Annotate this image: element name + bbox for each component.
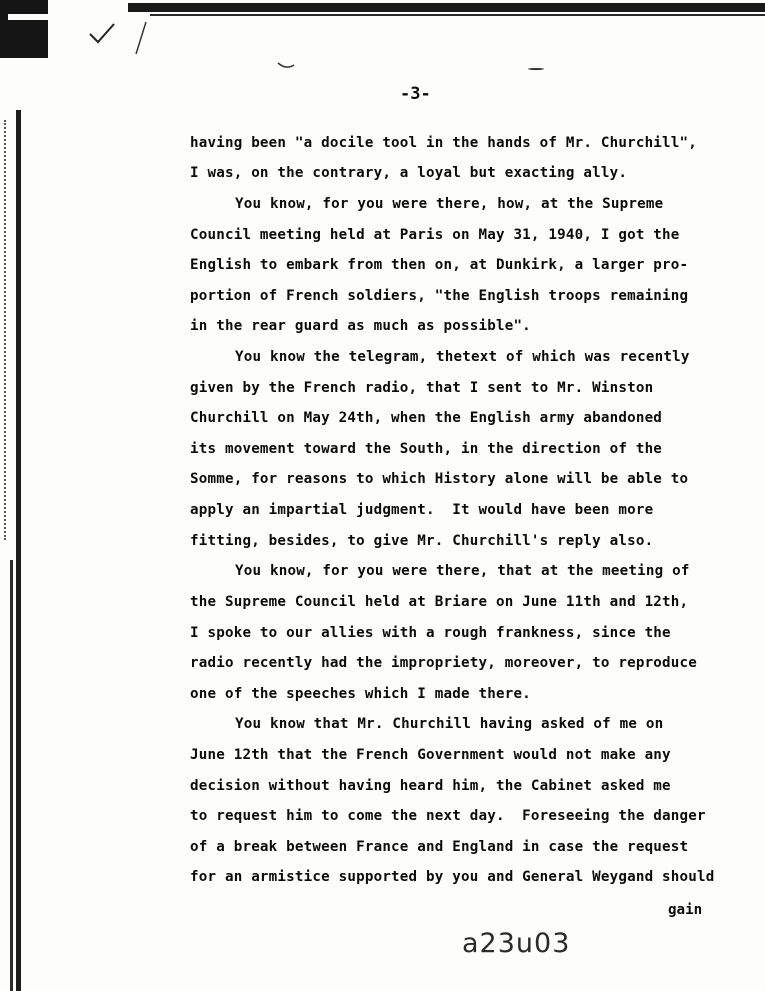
scan-top-edge [128, 3, 765, 12]
catchword: gain [668, 902, 703, 918]
pen-mark-icon [276, 60, 296, 70]
text-line: given by the French radio, that I sent to Mr. Winston [190, 380, 654, 396]
text-line: having been "a docile tool in the hands of Mr. Churchill", [190, 135, 698, 151]
text-line: I spoke to our allies with a rough frankness, since the [190, 625, 671, 641]
handwritten-note: a23u03 [462, 928, 571, 959]
scan-corner-mark [0, 0, 48, 58]
text-line: English to embark from then on, at Dunkirk, a larger pro- [190, 257, 689, 273]
text-line: radio recently had the impropriety, moreover, to reproduce [190, 655, 698, 671]
text-line: fitting, besides, to give Mr. Churchill's reply also. [190, 533, 654, 549]
text-line: portion of French soldiers, "the English troops remaining [190, 288, 689, 304]
text-line: its movement toward the South, in the direction of the [190, 441, 663, 457]
scan-left-edge-secondary [10, 560, 13, 991]
scan-left-speckle [4, 120, 9, 540]
scan-smudge [528, 68, 544, 70]
text-line: of a break between France and England in case the request [190, 839, 689, 855]
text-line: for an armistice supported by you and General Weygand should [190, 869, 715, 885]
text-line: You know the telegram, thetext of which was recently [235, 349, 690, 365]
text-line: the Supreme Council held at Briare on June 11th and 12th, [190, 594, 689, 610]
text-line: to request him to come the next day. Foreseeing the danger [190, 808, 706, 824]
scan-top-edge-thin [150, 14, 765, 16]
text-line: in the rear guard as much as possible". [190, 318, 531, 334]
text-line: You know, for you were there, how, at the Supreme [235, 196, 664, 212]
text-line: Churchill on May 24th, when the English army abandoned [190, 410, 663, 426]
scan-corner-notch [8, 14, 48, 20]
check-mark-icon [88, 20, 158, 56]
text-line: Council meeting held at Paris on May 31, 1940, I got the [190, 227, 680, 243]
scan-left-edge [16, 110, 21, 991]
text-line: I was, on the contrary, a loyal but exacting ally. [190, 165, 628, 181]
page-number: -3- [400, 84, 431, 104]
text-line: decision without having heard him, the Cabinet asked me [190, 778, 671, 794]
text-line: June 12th that the French Government would not make any [190, 747, 671, 763]
text-line: You know that Mr. Churchill having asked of me on [235, 716, 664, 732]
text-line: one of the speeches which I made there. [190, 686, 531, 702]
text-line: apply an impartial judgment. It would have been more [190, 502, 654, 518]
text-line: You know, for you were there, that at the meeting of [235, 563, 690, 579]
text-line: Somme, for reasons to which History alone will be able to [190, 471, 689, 487]
